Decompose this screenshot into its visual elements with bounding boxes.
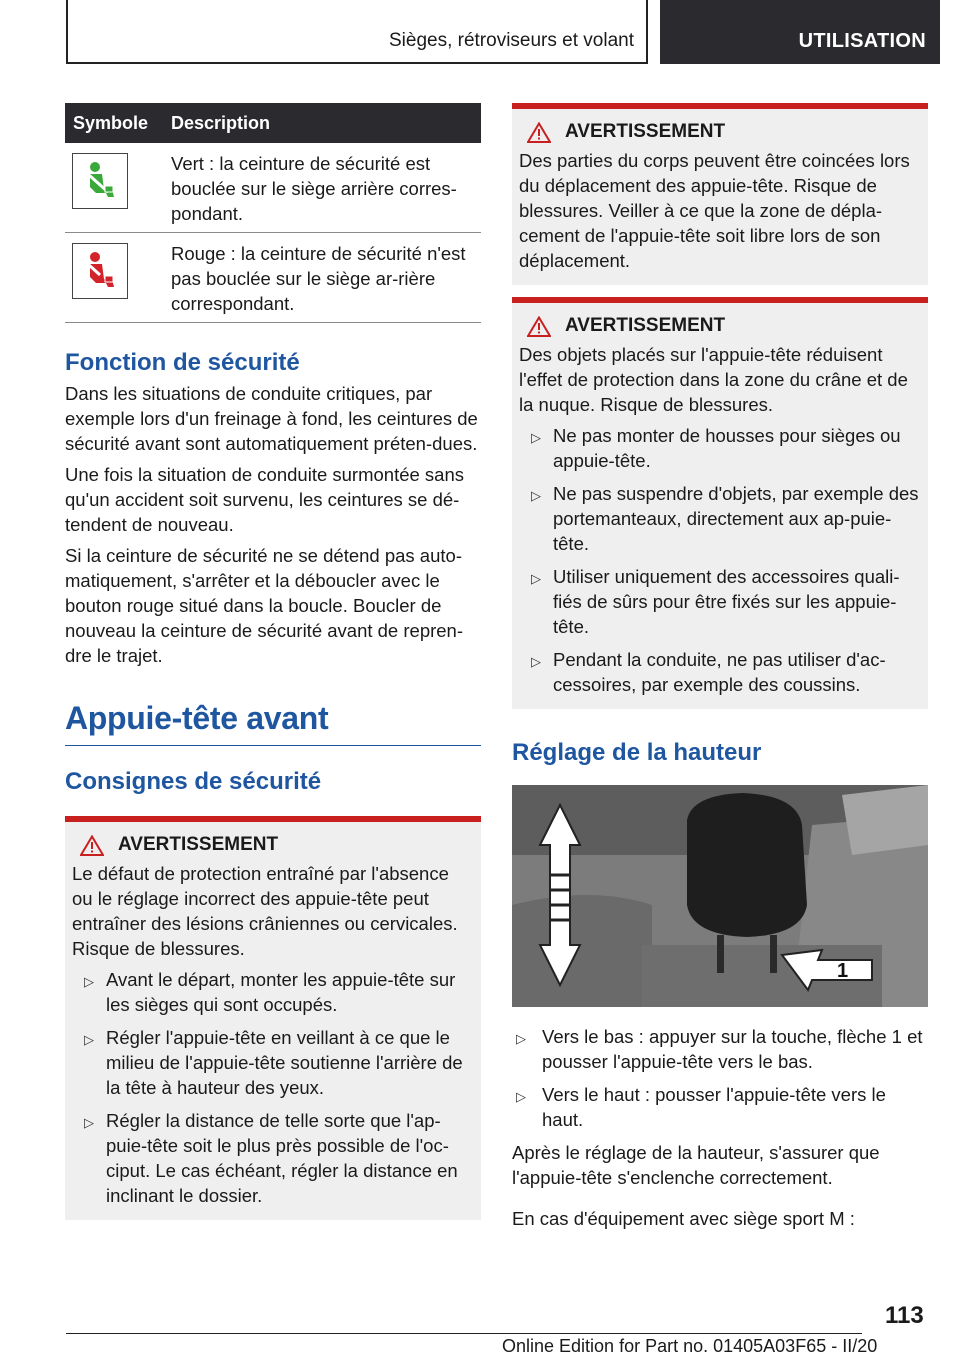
warning-triangle-icon (527, 316, 551, 337)
header-section-title: Sièges, rétroviseurs et volant (388, 30, 634, 51)
bullet-triangle-icon: ▷ (516, 1031, 526, 1046)
table-header-symbol: Symbole (73, 113, 149, 133)
bullet-triangle-icon: ▷ (531, 430, 541, 445)
left-column (65, 103, 481, 1220)
headrest-adjustment-illustration (512, 785, 928, 1007)
bullet-triangle-icon: ▷ (531, 571, 541, 586)
warning-triangle-icon (527, 122, 551, 143)
table-row (65, 233, 481, 323)
list-item: ▷ Pendant la conduite, ne pas utiliser d'ac-cessoires, par exemple des coussins. (531, 649, 886, 695)
warning-text: Le défaut de protection entraîné par l'absence ou le réglage incorrect des appuie-tête peut entraîner des lésions crâniennes ou cervicales. Risque de blessures. (72, 863, 458, 959)
page-number: 113 (885, 1302, 924, 1329)
warning-list (519, 423, 920, 697)
warning-text: Des parties du corps peuvent être coincées lors du déplacement des appuie-tête. Risque de blessures. Veiller à ce que la zone de dépla-cement de l'appuie-tête soit libre lors de son déplacement. (519, 150, 910, 271)
table-header-description: Description (171, 113, 271, 133)
list-item: ▷ Ne pas suspendre d'objets, par exemple des portemanteaux, directement aux ap-puie-tête. (531, 483, 919, 554)
list-item: ▷ Régler la distance de telle sorte que l'ap-puie-tête soit le plus près possible de l'oc-ciput. Le cas échéant, régler la distance en inclinant le dossier. (84, 1110, 458, 1206)
paragraph: Après le réglage de la hauteur, s'assurer que l'appuie-tête s'enclenche correctement. (512, 1142, 880, 1188)
bullet-triangle-icon: ▷ (531, 654, 541, 669)
list-item: ▷ Avant le départ, monter les appuie-tête sur les sièges qui sont occupés. (84, 969, 456, 1015)
bullet-triangle-icon: ▷ (516, 1089, 526, 1104)
list-item: ▷ Vers le bas : appuyer sur la touche, flèche 1 et pousser l'appuie-tête vers le bas. (516, 1026, 923, 1072)
paragraph: Dans les situations de conduite critiques, par exemple lors d'un freinage à fond, les ceintures de sécurité avant sont automatiquement préten-dues. (65, 383, 478, 454)
table-header (65, 103, 481, 143)
section-title-reglage: Réglage de la hauteur (512, 739, 762, 766)
warning-text: Des objets placés sur l'appuie-tête réduisent l'effet de protection dans la zone du crâne et de la nuque. Risque de blessures. (519, 344, 908, 415)
warning-box (65, 816, 481, 1220)
warning-heading (519, 315, 920, 337)
warning-label: AVERTISSEMENT (565, 315, 726, 336)
warning-triangle-icon (80, 835, 104, 856)
warning-box (512, 297, 928, 709)
paragraph: Si la ceinture de sécurité ne se détend pas auto-matiquement, s'arrêter et la déboucler avec le bouton rouge situé dans la boucle. Boucler de nouveau la ceinture de sécurité avant de repren-dre le trajet. (65, 545, 464, 666)
bullet-triangle-icon: ▷ (84, 1115, 94, 1130)
warning-label: AVERTISSEMENT (118, 834, 279, 855)
table-row-description: Vert : la ceinture de sécurité est bouclée sur le siège arrière corres-pondant. (171, 153, 457, 224)
bullet-triangle-icon: ▷ (84, 1032, 94, 1047)
warning-heading (519, 121, 920, 143)
bullet-triangle-icon: ▷ (84, 974, 94, 989)
list-item: ▷ Ne pas monter de housses pour sièges ou appuie-tête. (531, 425, 901, 471)
figure-callout-label: 1 (837, 960, 849, 982)
footer-edition: Online Edition for Part no. 01405A03F65 - II/20 (502, 1336, 878, 1356)
seatbelt-green-icon (72, 153, 128, 209)
steps-list (512, 1024, 928, 1132)
seatbelt-red-icon (72, 243, 128, 299)
paragraph: Une fois la situation de conduite surmontée sans qu'un accident soit survenu, les ceintures se dé-tendent de nouveau. (65, 464, 465, 535)
table-row-description: Rouge : la ceinture de sécurité n'est pas bouclée sur le siège ar-rière correspondant. (171, 243, 466, 314)
list-item: ▷ Vers le haut : pousser l'appuie-tête vers le haut. (516, 1084, 886, 1130)
table-row (65, 143, 481, 233)
header-chapter-title: UTILISATION (798, 30, 926, 52)
warning-list (72, 967, 473, 1208)
header-section-box (66, 0, 648, 64)
section-title-consignes: Consignes de sécurité (65, 768, 322, 795)
paragraph: En cas d'équipement avec siège sport M : (512, 1208, 855, 1229)
warning-label: AVERTISSEMENT (565, 121, 726, 142)
section-title-fonction: Fonction de sécurité (65, 349, 300, 376)
right-column (512, 103, 928, 1237)
chapter-title-appuie-tete: Appuie-tête avant (65, 700, 481, 746)
header-chapter-tab (660, 0, 940, 64)
list-item: ▷ Utiliser uniquement des accessoires quali-fiés de sûrs pour être fixés sur les appuie-tête. (531, 566, 900, 637)
warning-heading (72, 834, 473, 856)
warning-box (512, 103, 928, 285)
bullet-triangle-icon: ▷ (531, 488, 541, 503)
footer-divider (66, 1333, 862, 1334)
list-item: ▷ Régler l'appuie-tête en veillant à ce que le milieu de l'appuie-tête soutienne l'arrière de la tête à hauteur des yeux. (84, 1027, 463, 1098)
